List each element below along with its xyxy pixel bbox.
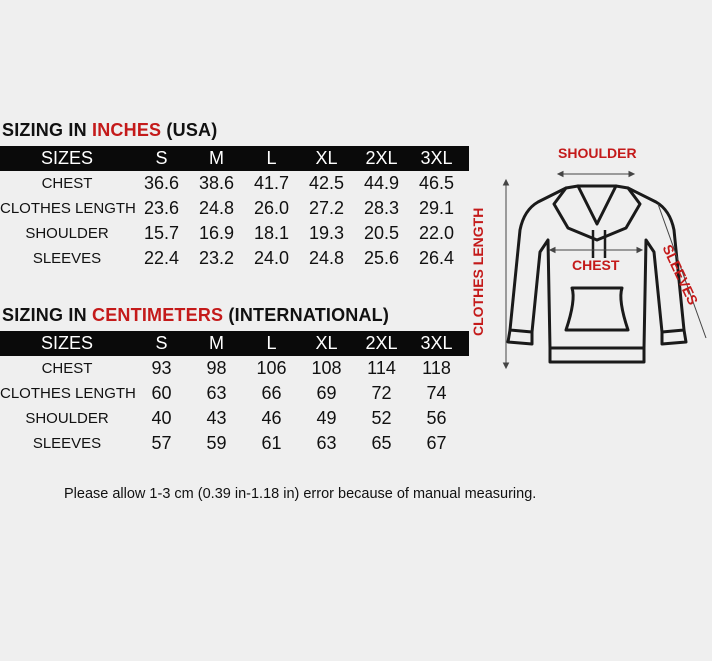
cell: 25.6	[363, 248, 400, 268]
cell: 63	[316, 433, 337, 453]
hoodie-diagram	[466, 140, 712, 370]
header-sizes: SIZES	[40, 148, 93, 168]
cell: 106	[256, 358, 287, 378]
header-size: 3XL	[420, 333, 453, 353]
cell: 118	[422, 358, 451, 378]
header-size: L	[266, 333, 277, 353]
cell: 22.4	[143, 248, 180, 268]
cell: 43	[206, 408, 227, 428]
cell: 98	[206, 358, 227, 378]
header-size: 2XL	[365, 148, 398, 168]
header-size: S	[155, 148, 168, 168]
table-row	[0, 406, 469, 431]
row-label: SHOULDER	[25, 225, 109, 242]
cell: 60	[151, 383, 172, 403]
table-row	[0, 171, 469, 196]
cell: 56	[426, 408, 447, 428]
measurement-note: Please allow 1-3 cm (0.39 in-1.18 in) error because of manual measuring.	[64, 486, 537, 502]
cell: 24.8	[198, 198, 235, 218]
cell: 66	[261, 383, 282, 403]
cell: 20.5	[363, 223, 400, 243]
cell: 23.6	[143, 198, 180, 218]
table-header	[0, 146, 469, 171]
cell: 24.8	[308, 248, 345, 268]
header-size: S	[155, 333, 168, 353]
header-size: XL	[315, 333, 338, 353]
table-row	[0, 246, 469, 271]
row-label: CHEST	[41, 175, 93, 192]
row-label: SLEEVES	[32, 435, 102, 452]
cell: 65	[371, 433, 392, 453]
cell: 23.2	[198, 248, 235, 268]
cell: 27.2	[308, 198, 345, 218]
cell: 59	[206, 433, 227, 453]
row-label: SHOULDER	[25, 410, 109, 427]
cell: 15.7	[143, 223, 180, 243]
centimeters-size-table	[0, 331, 469, 456]
cell: 29.1	[418, 198, 455, 218]
row-label: CLOTHES LENGTH	[0, 385, 136, 402]
cell: 49	[316, 408, 337, 428]
clothes-length-label: CLOTHES LENGTH	[470, 207, 486, 336]
cell: 57	[151, 433, 172, 453]
cell: 19.3	[308, 223, 345, 243]
cell: 52	[371, 408, 392, 428]
table-header	[0, 331, 469, 356]
cell: 36.6	[143, 173, 180, 193]
cell: 114	[367, 358, 396, 378]
row-label: CHEST	[41, 360, 93, 377]
table-row	[0, 221, 469, 246]
cell: 16.9	[198, 223, 235, 243]
inches-title: SIZING IN INCHES (USA)	[2, 120, 218, 140]
header-size: 3XL	[420, 148, 453, 168]
chest-label: CHEST	[572, 257, 620, 273]
header-size: L	[266, 148, 277, 168]
table-row	[0, 196, 469, 221]
header-sizes: SIZES	[40, 333, 93, 353]
header-size: M	[209, 333, 224, 353]
cell: 26.4	[418, 248, 455, 268]
cell: 38.6	[198, 173, 235, 193]
cell: 69	[316, 383, 337, 403]
shoulder-label: SHOULDER	[558, 145, 637, 161]
cell: 74	[426, 383, 447, 403]
header-size: 2XL	[365, 333, 398, 353]
cell: 72	[371, 383, 392, 403]
cell: 28.3	[363, 198, 400, 218]
table-row	[0, 431, 469, 456]
table-row	[0, 356, 469, 381]
cell: 46.5	[418, 173, 455, 193]
header-size: XL	[315, 148, 338, 168]
centimeters-title: SIZING IN CENTIMETERS (INTERNATIONAL)	[2, 305, 390, 325]
cell: 18.1	[253, 223, 290, 243]
cell: 42.5	[308, 173, 345, 193]
cell: 108	[311, 358, 342, 378]
cell: 93	[151, 358, 172, 378]
cell: 61	[261, 433, 282, 453]
cell: 63	[206, 383, 227, 403]
cell: 44.9	[363, 173, 400, 193]
row-label: SLEEVES	[32, 250, 102, 267]
header-size: M	[209, 148, 224, 168]
inches-size-table	[0, 146, 469, 271]
table-row	[0, 381, 469, 406]
cell: 67	[426, 433, 447, 453]
row-label: CLOTHES LENGTH	[0, 200, 136, 217]
sleeves-label: SLEEVES	[659, 242, 702, 308]
cell: 24.0	[253, 248, 290, 268]
cell: 40	[151, 408, 172, 428]
cell: 22.0	[418, 223, 455, 243]
cell: 46	[261, 408, 282, 428]
cell: 41.7	[253, 173, 290, 193]
cell: 26.0	[253, 198, 290, 218]
